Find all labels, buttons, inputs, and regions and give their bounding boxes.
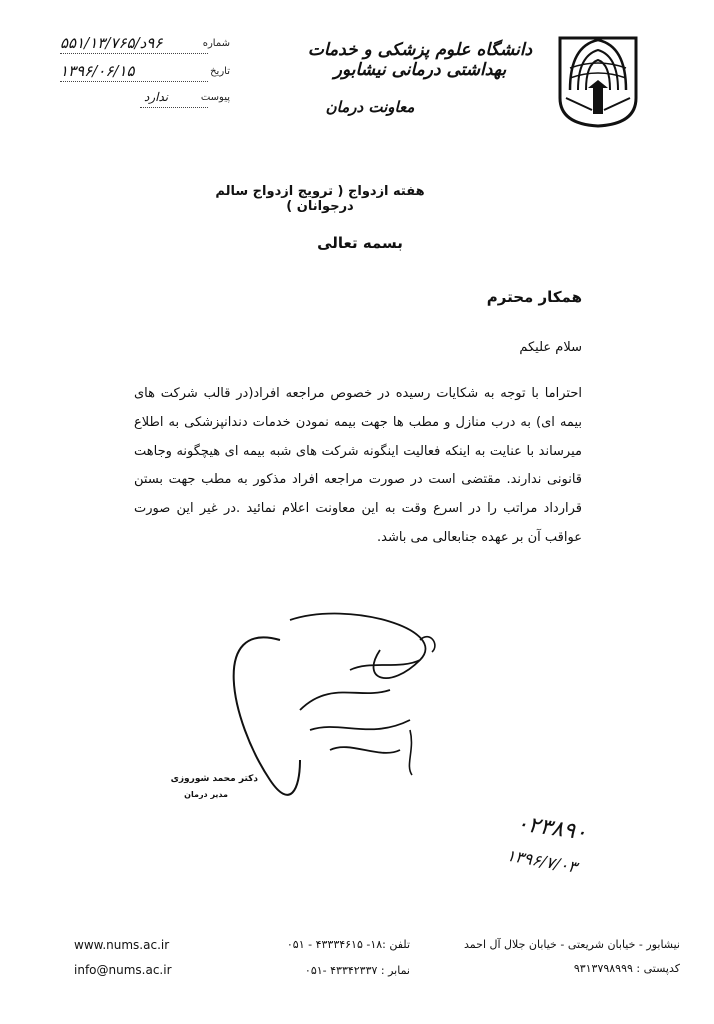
letter-subtitle: هفته ازدواج ( ترویج ازدواج سالم درجوانان )	[215, 184, 425, 214]
letter-number-label: شماره	[202, 38, 230, 49]
letter-besmeh: بسمه تعالی	[317, 234, 403, 252]
footer-address: نیشابور - خیابان شریعتی - خیابان جلال آل احمد	[464, 938, 680, 951]
letter-attachment-label: پیوست	[200, 92, 230, 103]
handwritten-receipt	[505, 811, 616, 898]
letter-date-field	[60, 62, 230, 84]
letter-salutation: همکار محترم	[486, 288, 582, 306]
handwritten-receipt-number: ۰۲۳۸۹۰	[514, 811, 589, 846]
university-logo-icon	[556, 28, 640, 128]
footer-fax: نمابر : ۴۳۳۴۲۳۳۷ -۰۵۱	[304, 964, 410, 977]
footer-website: www.nums.ac.ir	[74, 938, 170, 952]
signatory-role: مدیر درمان	[184, 790, 228, 799]
letter-body: احتراما با توجه به شکایات رسیده در خصوص مراجعه افراد(در قالب شرکت های بیمه ای) به درب منازل و مطب ها جهت بیمه نمودن خدمات دندانپزشکی به اطلاع میرساند با عنایت به اینکه فعالیت اینگونه شرکت های شبه بیمه ای هیچگونه وجاهت قانونی ندارند. مقتضی است در صورت مراجعه افراد مذکور به مطب جهت بستن قرارداد مراتب را در اسرع وقت به این معاونت اعلام نمائید .در غیر این صورت عواقب آن بر عهده جنابعالی می باشد.	[134, 386, 582, 545]
university-name: دانشگاه علوم پزشکی و خدمات بهداشتی درمانی نیشابور	[307, 40, 533, 80]
handwritten-receipt-date: ۱۳۹۶/۷/۰۳	[505, 845, 579, 877]
footer-email: info@nums.ac.ir	[74, 963, 172, 977]
signatory-name: دکتر محمد شوروزی	[170, 774, 258, 784]
letter-date-value: ۱۳۹۶/۰۶/۱۵	[60, 62, 135, 80]
letter-attachment-field	[60, 88, 230, 110]
department-name: معاونت درمان	[325, 98, 415, 116]
letter-greeting: سلام علیکم	[519, 340, 582, 355]
footer-postal-code: کدپستی : ۹۳۱۳۷۹۸۹۹۹	[573, 962, 680, 975]
letter-date-label: تاریخ	[210, 66, 230, 77]
letter-number-field	[60, 34, 230, 56]
footer-phone: تلفن :۱۸- ۴۳۳۳۴۶۱۵ - ۰۵۱	[286, 938, 410, 951]
letter-number-value: ۹۶د/۵۵۱/۱۳/۷۶۵	[60, 34, 163, 52]
letter-attachment-value: ندارد	[144, 90, 169, 104]
